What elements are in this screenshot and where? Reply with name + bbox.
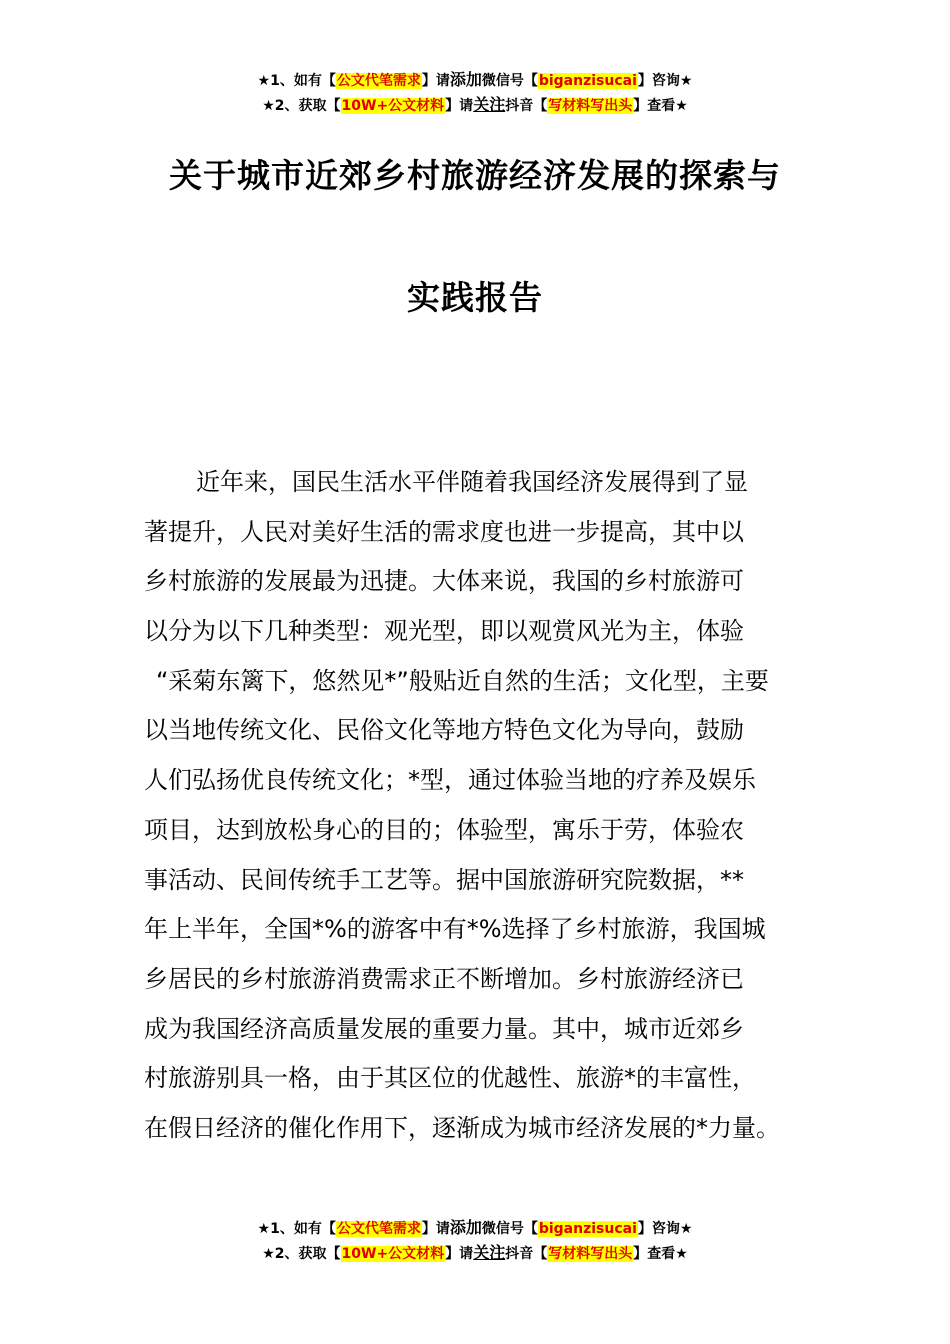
paragraph-line: 项目，达到放松身心的目的；体验型，寓乐于劳，体验农	[144, 815, 744, 844]
banner-text: 】查看★	[633, 98, 688, 114]
banner-text: ★2、获取【	[262, 98, 341, 114]
paragraph-line: 年上半年，全国*%的游客中有*%选择了乡村旅游，我国城	[144, 915, 766, 944]
banner-douyin-id: 写材料写出头	[548, 98, 633, 114]
banner-line-2	[0, 1241, 950, 1266]
banner-text: 抖音【	[505, 98, 548, 114]
banner-text: 】咨询★	[637, 1221, 693, 1237]
paragraph-line: 村旅游别具一格，由于其区位的优越性、旅游*的丰富性，	[144, 1064, 756, 1093]
banner-text: 】请	[421, 73, 450, 89]
banner-text: 】咨询★	[637, 73, 693, 89]
banner-emphasis: 添加	[449, 1218, 482, 1237]
banner-text: 】请	[421, 1221, 450, 1237]
banner-text: 】查看★	[633, 1246, 688, 1262]
paragraph-line: 事活动、民间传统手工艺等。据中国旅游研究院数据，**	[144, 865, 744, 894]
paragraph-line: 在假日经济的催化作用下，逐渐成为城市经济发展的*力量。	[144, 1113, 780, 1142]
document-title-line-1: 关于城市近郊乡村旅游经济发展的探索与	[169, 156, 781, 195]
header-banner	[0, 68, 950, 118]
banner-emphasis: 关注	[473, 95, 506, 114]
banner-text: 微信号【	[481, 73, 538, 89]
document-title-line-2: 实践报告	[407, 278, 543, 317]
banner-text: 抖音【	[505, 1246, 548, 1262]
banner-highlight: 公文代笔需求	[336, 73, 421, 89]
banner-text: ★2、获取【	[262, 1246, 341, 1262]
paragraph-line: 人们弘扬优良传统文化；*型，通过体验当地的疗养及娱乐	[144, 766, 756, 795]
paragraph-line: 乡村旅游的发展最为迅捷。大体来说，我国的乡村旅游可	[144, 567, 744, 596]
banner-highlight: 10W+公文材料	[341, 1246, 445, 1262]
banner-emphasis: 关注	[473, 1243, 506, 1262]
banner-line-1	[0, 68, 950, 93]
banner-emphasis: 添加	[449, 70, 482, 89]
banner-text: 】请	[445, 1246, 474, 1262]
paragraph-line: 成为我国经济高质量发展的重要力量。其中，城市近郊乡	[144, 1014, 744, 1043]
banner-highlight: 10W+公文材料	[341, 98, 445, 114]
paragraph-line: 以当地传统文化、民俗文化等地方特色文化为导向，鼓励	[144, 716, 744, 745]
banner-text: ★1、如有【	[257, 1221, 336, 1237]
banner-wechat-id: biganzisucai	[538, 1221, 637, 1237]
paragraph-line: 著提升，人民对美好生活的需求度也进一步提高，其中以	[144, 517, 744, 546]
paragraph-line: 近年来，国民生活水平伴随着我国经济发展得到了显	[196, 468, 748, 496]
paragraph-line: 乡居民的乡村旅游消费需求正不断增加。乡村旅游经济已	[144, 964, 744, 993]
banner-line-2	[0, 93, 950, 118]
body-paragraph	[144, 458, 806, 1154]
paragraph-line: “采菊东篱下，悠然见*”般贴近自然的生活；文化型，主要	[156, 666, 769, 695]
banner-text: 】请	[445, 98, 474, 114]
footer-banner	[0, 1216, 950, 1266]
banner-text: ★1、如有【	[257, 73, 336, 89]
paragraph-line: 以分为以下几种类型：观光型，即以观赏风光为主，体验	[144, 617, 744, 646]
banner-highlight: 公文代笔需求	[336, 1221, 421, 1237]
banner-line-1	[0, 1216, 950, 1241]
banner-douyin-id: 写材料写出头	[548, 1246, 633, 1262]
banner-wechat-id: biganzisucai	[538, 73, 637, 89]
banner-text: 微信号【	[481, 1221, 538, 1237]
